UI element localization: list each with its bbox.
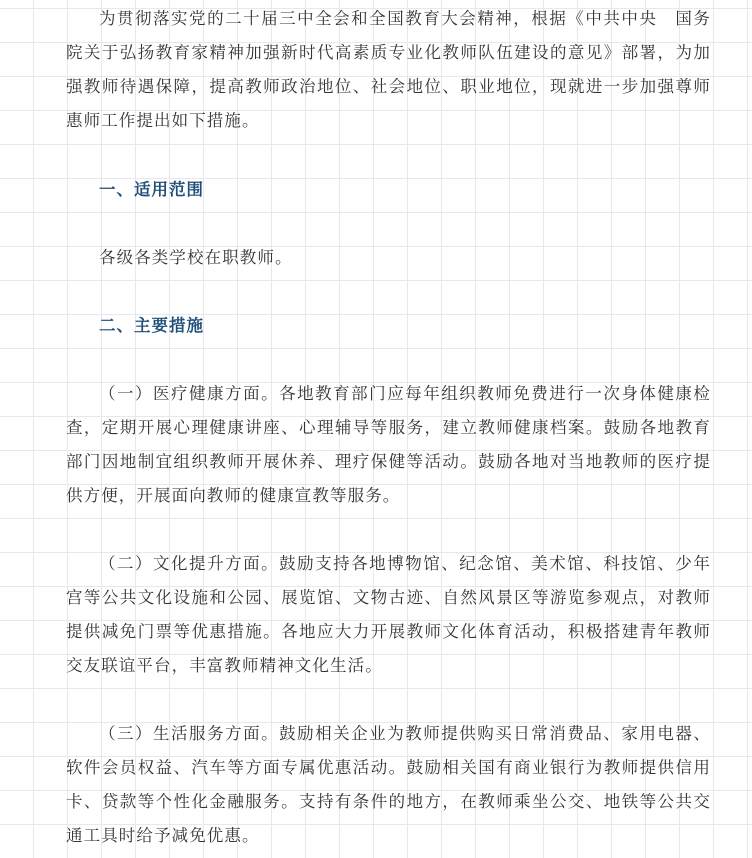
intro-paragraph: 为贯彻落实党的二十届三中全会和全国教育大会精神，根据《中共中央 国务院关于弘扬教育家精神加强新时代高素质专业化教师队伍建设的意见》部署，为加强教师待遇保障，提高教师政治地位、社会地位、职业地位，现就进一步加强尊师惠师工作提出如下措施。 [66, 9, 711, 130]
measure-medical-paragraph: （一）医疗健康方面。各地教育部门应每年组织教师免费进行一次身体健康检查，定期开展心理健康讲座、心理辅导等服务，建立教师健康档案。鼓励各地教育部门因地制宜组织教师开展休养、理疗保健等活动。鼓励各地对当地教师的医疗提供方便，开展面向教师的健康宣教等服务。 [66, 384, 711, 505]
scope-paragraph: 各级各类学校在职教师。 [99, 248, 293, 267]
section-heading-scope: 一、适用范围 [99, 180, 204, 199]
measure-culture-paragraph: （二）文化提升方面。鼓励支持各地博物馆、纪念馆、美术馆、科技馆、少年宫等公共文化设施和公园、展览馆、文物古迹、自然风景区等游览参观点，对教师提供减免门票等优惠措施。各地应大力开展教师文化体育活动，积极搭建青年教师交友联谊平台，丰富教师精神文化生活。 [66, 554, 711, 675]
measure-life-service-paragraph: （三）生活服务方面。鼓励相关企业为教师提供购买日常消费品、家用电器、软件会员权益、汽车等方面专属优惠活动。鼓励相关国有商业银行为教师提供信用卡、贷款等个性化金融服务。支持有条件的地方，在教师乘坐公交、地铁等公共交通工具时给予减免优惠。 [66, 724, 711, 845]
section-heading-measures: 二、主要措施 [99, 316, 204, 335]
